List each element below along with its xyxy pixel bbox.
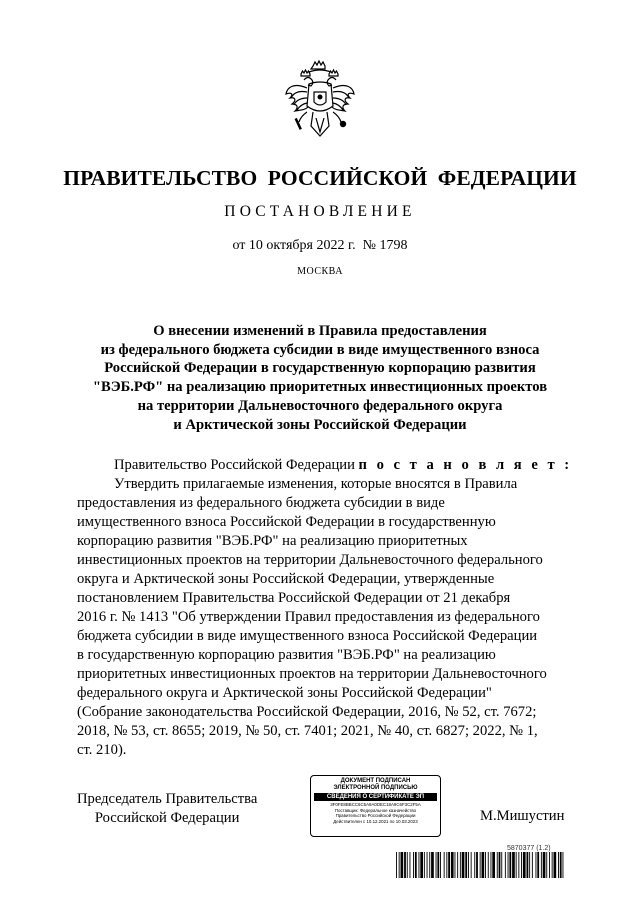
document-date: от 10 октября 2022 г. (232, 238, 356, 253)
barcode-bar (518, 852, 519, 878)
barcode-bar (460, 852, 461, 878)
document-type: ПОСТАНОВЛЕНИЕ (224, 203, 416, 220)
barcode-bar (480, 852, 481, 878)
barcode-bar (552, 852, 553, 878)
body-line: инвестиционных проектов на территории Дальневосточного федерального (77, 552, 543, 568)
barcode-bar (523, 852, 526, 878)
barcode-bar (401, 852, 404, 878)
city-label: МОСКВА (297, 266, 343, 277)
document-number: № 1798 (362, 238, 408, 253)
government-title: ПРАВИТЕЛЬСТВО РОССИЙСКОЙ ФЕДЕРАЦИИ (63, 166, 577, 190)
barcode-bar (448, 852, 450, 878)
barcode-bar (546, 852, 547, 878)
stamp-supplier: Поставщик: Федеральное казначейство (334, 807, 417, 813)
body-line: округа и Арктической зоны Российской Федерации, утвержденные (77, 571, 495, 587)
barcode-bar (512, 852, 515, 878)
body-line: Утвердить прилагаемые изменения, которые вносятся в Правила (114, 476, 518, 492)
heading-line: на территории Дальневосточного федерального округа (137, 397, 503, 414)
stamp-line: ДОКУМЕНТ ПОДПИСАН (340, 778, 411, 784)
barcode-bar (516, 852, 517, 878)
heading-line: "ВЭБ.РФ" на реализацию приоритетных инвестиционных проектов (92, 379, 548, 396)
barcode-bar (505, 852, 506, 878)
barcode-number: 5870377 (1.2) (507, 845, 551, 852)
signer-title (77, 790, 257, 827)
signer-title-line: Российской Федерации (94, 809, 240, 826)
barcode-bar (501, 852, 502, 878)
body-line: в государственную корпорацию развития "ВЭБ.РФ" на реализацию (77, 647, 496, 663)
barcode-bar (529, 852, 530, 878)
signer-title-line: Председатель Правительства (77, 791, 258, 807)
document-body (77, 456, 573, 760)
barcode-bar (491, 852, 492, 878)
barcode-bar (457, 852, 458, 878)
preamble (77, 456, 573, 475)
body-line: корпорацию развития "ВЭБ.РФ" на реализацию приоритетных (77, 533, 468, 549)
barcode-bar (424, 852, 425, 878)
stamp-certificate-bar: СВЕДЕНИЯ О СЕРТИФИКАТЕ ЭП (314, 793, 437, 801)
barcode-bar (509, 852, 511, 878)
body-line: постановлением Правительства Российской Федерации от 21 декабря (77, 590, 511, 606)
barcode-bar (558, 852, 559, 878)
barcode-bar (465, 852, 467, 878)
document-heading (0, 322, 640, 434)
barcode-bar (455, 852, 456, 878)
barcode-bar (499, 852, 501, 878)
state-emblem-icon (283, 60, 357, 144)
barcode-bar (488, 852, 489, 878)
heading-line: из федерального бюджета субсидии в виде имущественного взноса (100, 341, 540, 358)
barcode-bar (429, 852, 430, 878)
barcode-bar (446, 852, 447, 878)
barcode-bar (462, 852, 465, 878)
barcode-bar (399, 852, 400, 878)
body-line: ст. 210). (77, 742, 127, 758)
barcode-bar (437, 852, 439, 878)
body-line: 2016 г. № 1413 "Об утверждении Правил предоставления из федерального (77, 609, 540, 625)
barcode-bar (521, 852, 522, 878)
barcode-bar (563, 852, 564, 878)
barcode (396, 852, 566, 878)
body-line: приоритетных инвестиционных проектов на территории Дальневосточного (77, 666, 547, 682)
barcode-bar (543, 852, 546, 878)
body-line: имущественного взноса Российской Федерации в государственную (77, 514, 496, 530)
preamble-verb: п о с т а н о в л я е т : (358, 457, 573, 473)
heading-line: Российской Федерации в государственную корпорацию развития (104, 360, 536, 377)
body-line: федерального округа и Арктической зоны Российской Федерации" (77, 685, 492, 701)
stamp-validity: Действителен с 10.12.2021 по 10.03.2023 (333, 818, 418, 824)
preamble-lead: Правительство Российской Федерации (114, 457, 355, 473)
barcode-bar (419, 852, 420, 878)
electronic-signature-stamp (310, 775, 441, 837)
barcode-bar (474, 852, 475, 878)
barcode-bar (413, 852, 414, 878)
barcode-bar (508, 852, 509, 878)
body-line: предоставления из федерального бюджета субсидии в виде (77, 495, 445, 511)
barcode-bar (554, 852, 557, 878)
body-line: 2018, № 53, ст. 8655; 2019, № 50, ст. 7401; 2021, № 40, ст. 6827; 2022, № 1, (77, 723, 538, 739)
barcode-bar (471, 852, 472, 878)
stamp-owner: Правительство Российской Федерации (335, 813, 416, 819)
barcode-bar (560, 852, 562, 878)
barcode-bar (468, 852, 469, 878)
barcode-bar (427, 852, 428, 878)
heading-line: и Арктической зоны Российской Федерации (173, 416, 467, 433)
barcode-bar (440, 852, 441, 878)
barcode-bar (536, 852, 537, 878)
barcode-bar (410, 852, 411, 878)
body-line: бюджета субсидии в виде имущественного взноса Российской Федерации (77, 628, 538, 644)
barcode-bar (415, 852, 417, 878)
date-number-line (0, 238, 640, 254)
barcode-bar (485, 852, 486, 878)
barcode-bar (537, 852, 539, 878)
barcode-bar (476, 852, 478, 878)
signer-name: М.Мишустин (480, 808, 565, 824)
barcode-bar (497, 852, 498, 878)
barcode-bar (431, 852, 434, 878)
barcode-bar (436, 852, 437, 878)
barcode-bar (451, 852, 454, 878)
heading-line: О внесении изменений в Правила предоставления (153, 323, 487, 339)
barcode-bar (482, 852, 485, 878)
stamp-serial: 3F0FE8BBCC6C5A9A0DEC18A9C6F3C2F5A (330, 802, 421, 807)
barcode-bar (396, 852, 397, 878)
barcode-bar (532, 852, 533, 878)
stamp-line: ЭЛЕКТРОННОЙ ПОДПИСЬЮ (333, 785, 418, 791)
barcode-bar (407, 852, 408, 878)
barcode-bar (492, 852, 495, 878)
barcode-bar (404, 852, 406, 878)
body-line: (Собрание законодательства Российской Федерации, 2016, № 52, ст. 7672; (77, 704, 537, 720)
barcode-bar (527, 852, 529, 878)
barcode-bar (541, 852, 542, 878)
barcode-bar (549, 852, 550, 878)
barcode-bar (444, 852, 445, 878)
barcode-bar (420, 852, 423, 878)
